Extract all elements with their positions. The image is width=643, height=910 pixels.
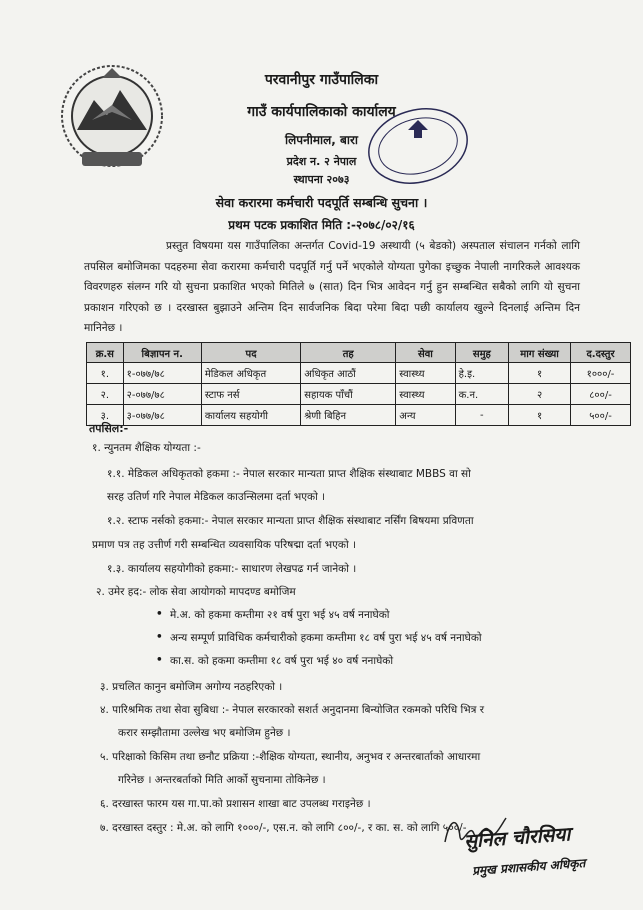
publish-date: प्रथम पटक प्रकाशित मिति :-२०७८/०२/१६ [228,218,415,232]
item-2: २. उमेर हद:- लोक सेवा आयोगको मापदण्ड बमोजिम [96,586,296,598]
item-1-3: १.३. कार्यालय सहयोगीको हकमा:- साधारण लेखपढ गर्न जानेको । [107,563,357,575]
established-line: स्थापना २०७३ [293,173,350,186]
cell-group: हे.इ. [455,363,508,384]
cell-ad-no: १-०७७/७८ [123,363,201,384]
vacancy-table [86,342,631,426]
cell-fee: ५००/- [571,405,631,426]
cell-level: अधिकृत आठौं [301,363,396,384]
cell-service: स्वास्थ्य [396,384,455,405]
item-4: ४. पारिश्रमिक तथा सेवा सुबिधा :- नेपाल सरकारको सशर्त अनुदानमा बिन्योजित रकमको परिधि भित्र र [100,704,485,716]
cell-demand: १ [509,405,571,426]
table-row [87,405,631,426]
cell-post: स्टाफ नर्स [201,384,300,405]
item-3: ३. प्रचलित कानुन बमोजिम अगोग्य नठहरिएको । [100,681,283,693]
cell-ad-no: ३-०७७/७८ [123,405,201,426]
item-6: ६. दरखास्त फारम यस गा.पा.को प्रशासन शाखा बाट उपलब्ध गराइनेछ । [100,798,371,810]
cell-fee: ८००/- [571,384,631,405]
col-sn: क्र.स [87,343,124,363]
paragraph-text: प्रस्तुत विषयमा यस गाउँपालिका अन्तर्गत Covid-19 अस्थायी (५ बेडको) अस्पताल संचालन गर्नको लागि तपसिल बमोजिमका पदहरुमा सेवा करारमा कर्मचारी पदपूर्ति गर्नु पर्ने भएकोले योग्यता पुगेका इच्छुक नेपाली नागरिकले आवश्यक विवरणहरु संलग्न गरि यो सुचना प्रकाशित भएको मितिले ७ (सात) दिन भित्र आवेदन गर्नु हुन सम्बन्धित सबैको लागि यो सुचना प्रकाशन गरिएको छ । दरखास्त बुझाउने अन्तिम दिन सार्वजनिक बिदा परेमा बिदा पछी कार्यालय खुल्ने दिनलाई अन्तिम दिन मानिनेछ । [84,240,580,334]
col-ad-no: बिज्ञापन न. [123,343,201,363]
signatory-designation: प्रमुख प्रशासकीय अधिकृत [471,856,586,878]
signatory-name: सुनिल चौरसिया [463,823,571,853]
col-fee: द.दस्तुर [571,343,631,363]
cell-service: स्वास्थ्य [396,363,455,384]
notice-title: सेवा करारमा कर्मचारी पदपूर्ति सम्बन्धि सुचना । [215,195,428,210]
item-7: ७. दरखास्त दस्तुर : मे.अ. को लागि १०००/-, एस.न. को लागि ८००/-, र का. स. को लागि ५००/- [100,822,467,834]
item-1-1-cont: सरह उतिर्ण गरि नेपाल मेडिकल काउन्सिलमा दर्ता भएको । [107,491,326,503]
cell-post: कार्यालय सहयोगी [201,405,300,426]
col-service: सेवा [396,343,455,363]
cell-fee: १०००/- [571,363,631,384]
cell-ad-no: २-०७७/७८ [123,384,201,405]
cell-sn: ३. [87,405,124,426]
item-1-1: १.१. मेडिकल अधिकृतको हकमा :- नेपाल सरकार मान्यता प्राप्त शैक्षिक संस्थाबाट MBBS वा सो [107,468,471,480]
bullet-item: • का.स. को हकमा कम्तीमा १८ वर्ष पुरा भई ४० वर्ष ननाघेको [170,654,393,668]
col-group: समुह [455,343,508,363]
col-post: पद [201,343,300,363]
cell-level: श्रेणी बिहिन [301,405,396,426]
notice-paragraph [84,236,580,339]
table-header-row [87,343,631,363]
cell-sn: १. [87,363,124,384]
cell-demand: १ [509,363,571,384]
col-demand: माग संख्या [509,343,571,363]
table-row [87,363,631,384]
item-1-2: १.२. स्टाफ नर्सको हकमा:- नेपाल सरकार मान्यता प्राप्त शैक्षिक संस्थाबाट नर्सिंग बिषयमा प्रविणता [107,515,474,527]
cell-demand: २ [509,384,571,405]
cell-level: सहायक पाँचौं [301,384,396,405]
item-5: ५. परिक्षाको किसिम तथा छनौट प्रक्रिया :-शैक्षिक योग्यता, स्थानीय, अनुभव र अन्तरबार्ताको आधारमा [100,751,481,763]
cell-group: - [455,405,508,426]
item-4-cont: करार सम्झौतामा उल्लेख भए बमोजिम हुनेछ । [118,727,291,739]
table-row [87,384,631,405]
cell-group: क.न. [455,384,508,405]
col-level: तह [301,343,396,363]
item-5-cont: गरिनेछ । अन्तरबर्ताको मिति आर्को सुचनामा तोकिनेछ । [118,774,326,786]
municipality-name: परवानीपुर गाउँपालिका [264,72,379,88]
cell-post: मेडिकल अधिकृत [201,363,300,384]
item-1: १. न्युनतम शैक्षिक योग्यता :- [92,442,201,454]
bullet-item: • अन्य सम्पूर्ण प्राविधिक कर्मचारीको हकमा कम्तीमा १८ वर्ष पुरा भई ४५ वर्ष ननाघेको [170,631,482,645]
office-stamp [364,105,472,187]
section-heading: तपसिल:- [89,422,129,435]
province-line: प्रदेश न. २ नेपाल [286,155,357,168]
item-1-2-cont: प्रमाण पत्र तह उत्तीर्ण गरी सम्बन्धित व्यवसायिक परिषद्मा दर्ता भएको । [92,539,356,551]
office-address: लिपनीमाल, बारा [285,133,358,147]
office-name: गाउँ कार्यपालिकाको कार्यालय [247,104,396,120]
cell-service: अन्य [396,405,455,426]
cell-sn: २. [87,384,124,405]
bullet-item: • मे.अ. को हकमा कम्तीमा २१ वर्ष पुरा भई ४५ वर्ष ननाघेको [170,608,390,622]
